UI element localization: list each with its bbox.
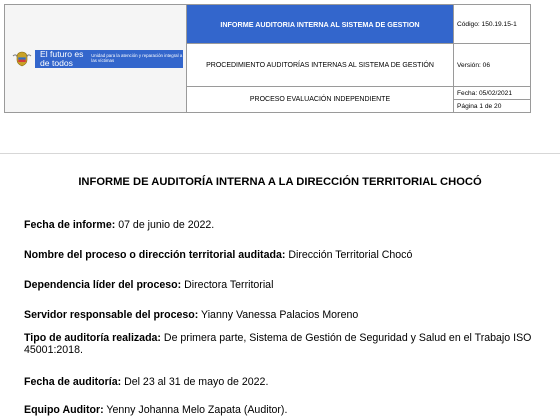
- header-separator: [0, 153, 560, 154]
- field-value: Yianny Vanessa Palacios Moreno: [201, 309, 359, 321]
- brand-subtext: Unidad para la atención y reparación integral a las víctimas: [91, 52, 183, 63]
- process-cell: PROCESO EVALUACIÓN INDEPENDIENTE: [187, 87, 454, 113]
- field-label: Dependencia líder del proceso:: [24, 279, 182, 291]
- document-header-table: [4, 4, 531, 113]
- brand-banner: [35, 50, 183, 68]
- field-value: De primera parte, Sistema de Gestión de Seguridad y Salud en el Trabajo ISO 45001:2018.: [24, 332, 532, 357]
- logo: [5, 50, 186, 68]
- field-label: Equipo Auditor:: [24, 404, 104, 416]
- field-value: Yenny Johanna Melo Zapata (Auditor).: [106, 404, 288, 416]
- brand-text: El futuro es de todos: [40, 48, 84, 68]
- logo-cell: [5, 5, 187, 113]
- code-cell: Código: 150.19.15-1: [454, 5, 531, 44]
- field-audit-date: [24, 376, 544, 388]
- report-title-cell: INFORME AUDITORIA INTERNA AL SISTEMA DE GESTION: [187, 5, 454, 44]
- field-label: Tipo de auditoría realizada:: [24, 332, 161, 344]
- procedure-cell: PROCEDIMIENTO AUDITORÍAS INTERNAS AL SISTEMA DE GESTIÓN: [187, 44, 454, 87]
- field-label: Nombre del proceso o dirección territorial auditada:: [24, 249, 286, 261]
- field-value: Directora Territorial: [184, 279, 274, 291]
- field-value: 07 de junio de 2022.: [118, 219, 215, 231]
- field-value: Dirección Territorial Chocó: [288, 249, 413, 261]
- field-responsible-server: [24, 309, 544, 321]
- colombia-coat-of-arms-icon: [11, 51, 33, 67]
- field-label: Fecha de auditoría:: [24, 376, 122, 388]
- field-label: Servidor responsable del proceso:: [24, 309, 199, 321]
- field-lead-dependency: [24, 279, 544, 291]
- document-title: INFORME DE AUDITORÍA INTERNA A LA DIRECCIÓN TERRITORIAL CHOCÓ: [78, 176, 482, 188]
- page-number-cell: Página 1 de 20: [454, 100, 531, 113]
- date-cell: Fecha: 05/02/2021: [454, 87, 531, 100]
- version-cell: Versión: 06: [454, 44, 531, 87]
- field-audit-team: [24, 404, 544, 416]
- field-value: Del 23 al 31 de mayo de 2022.: [124, 376, 269, 388]
- field-audit-type: [24, 332, 544, 357]
- field-label: Fecha de informe:: [24, 219, 116, 231]
- field-report-date: [24, 219, 544, 231]
- field-process-name: [24, 249, 544, 261]
